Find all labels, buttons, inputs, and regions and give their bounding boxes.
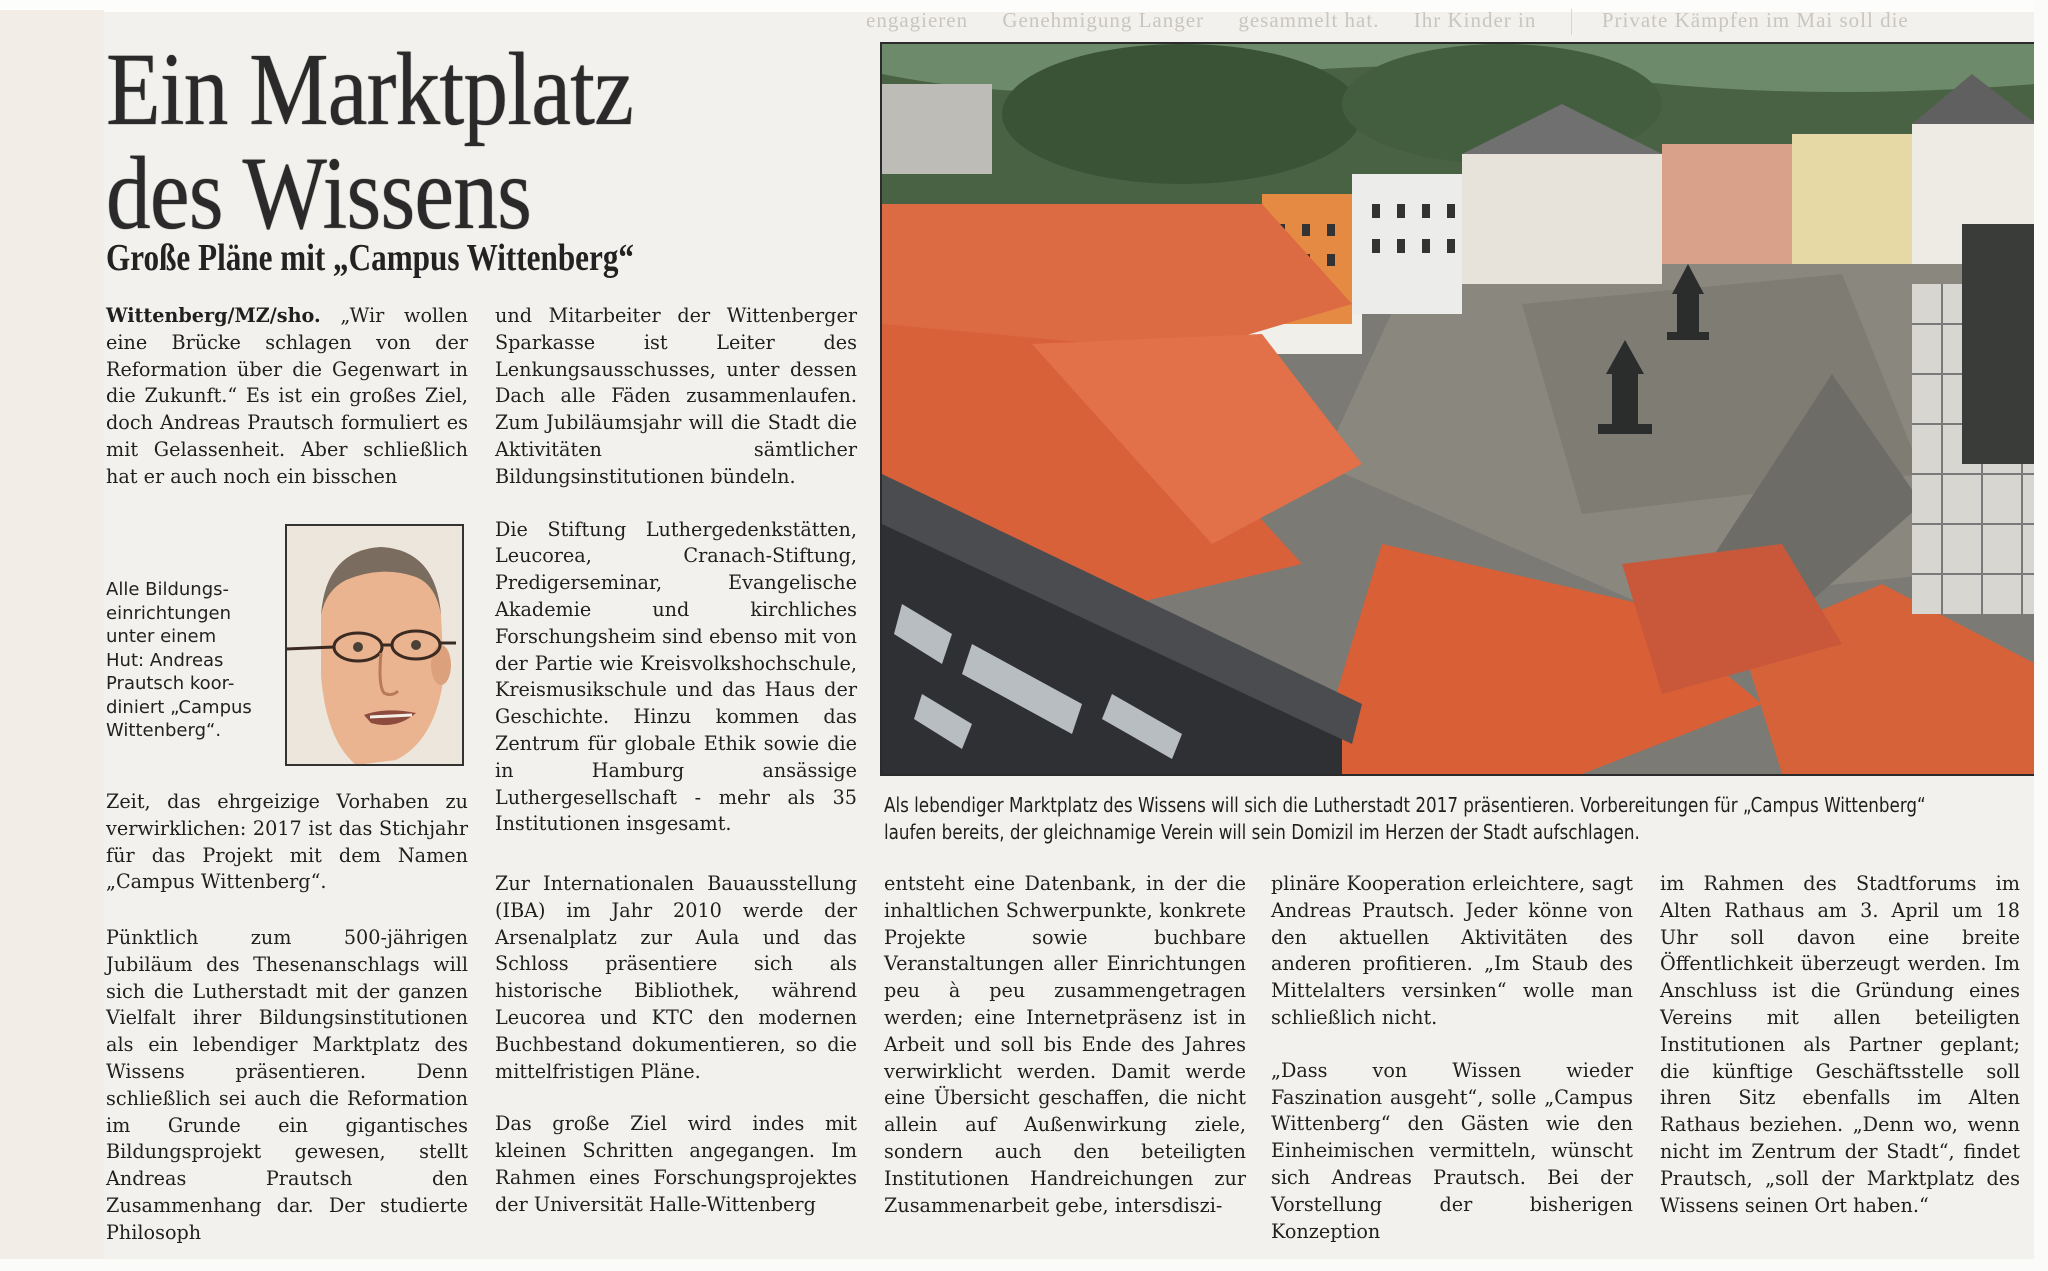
paragraph-text: Zur Internationalen Bauausstellung (IBA) im Jahr 2010 werde der Arsenalplatz zur Aula und das Schloss präsentiere sich als historische Bibliothek, während Leucorea und KTC den modernen Buchbestand dokumentieren, so die mittelfristigen Pläne.: [495, 872, 857, 1083]
portrait-photo: [285, 524, 464, 766]
caption-line: unter einem: [106, 626, 217, 647]
caption-line: Wittenberg“.: [106, 720, 222, 741]
scan-right-edge: [2034, 0, 2048, 1271]
ghost-word: Genehmigung Langer: [1002, 8, 1205, 32]
paragraph-gap: [495, 1085, 857, 1111]
column-1-top: [106, 303, 468, 491]
column-1-bottom: [106, 925, 468, 1247]
dateline: Wittenberg/MZ/sho.: [106, 304, 321, 327]
ghost-word: Private Kämpfen im Mai soll die: [1601, 8, 1909, 32]
caption-line: Prautsch koor-: [106, 673, 235, 694]
photo-caption: Als lebendiger Marktplatz des Wissens will sich die Lutherstadt 2017 präsentieren. Vorbereitungen für „Campus Wittenberg“ laufen bereits, der gleichnamige Verein will sein Domizil im Herzen der Stadt aufschlagen.: [884, 793, 1926, 844]
column-2-top: [495, 303, 857, 838]
market-square-photo: [880, 42, 2038, 776]
paragraph-text: plinäre Kooperation erleichtere, sagt Andreas Prautsch. Jeder könne von den aktuellen Aktivitäten des anderen profitieren. „Im Staub des Mittelalters versinken“ wolle man schließlich nicht.: [1271, 872, 1633, 1029]
bleed-through-text: [866, 8, 2032, 36]
paragraph-text: Die Stiftung Luthergedenkstätten, Leucorea, Cranach-Stiftung, Predigerseminar, Evangelische Akademie und kirchliches Forschungsheim sind ebenso mit von der Partie wie Kreisvolkshochschule, Kreismusikschule und das Haus der Geschichte. Hinzu kommen das Zentrum für globale Ethik sowie die in Hamburg ansässige Luthergesellschaft - mehr als 35 Institutionen insgesamt.: [495, 517, 857, 836]
article-headline: [106, 32, 760, 251]
aerial-photo-image: [882, 44, 2036, 774]
paragraph-text: entsteht eine Datenbank, in der die inhaltlichen Schwerpunkte, konkrete Projekte sowie buchbare Veranstaltungen aller Einrichtungen peu à peu zusammengetragen werden; eine Internetpräsenz ist in Arbeit und soll bis Ende des Jahres verwirklicht werden. Damit werde eine Übersicht geschaffen, die nicht allein auf Außenwirkung ziele, sondern auch den beteiligten Institutionen Handreichungen zur Zusammenarbeit gebe, intersdiszi-: [884, 872, 1246, 1217]
paragraph-text: Zeit, das ehrgeizige Vorhaben zu verwirklichen: 2017 ist das Stichjahr für das Projekt mit dem Namen „Campus Wittenberg“.: [106, 790, 468, 894]
scan-left-margin: [0, 10, 104, 1271]
caption-line: Hut: Andreas: [106, 649, 224, 671]
paragraph-gap: [1271, 1032, 1633, 1058]
portrait-image: [286, 525, 463, 765]
column-5: [1660, 871, 2020, 1219]
paragraph-text: im Rahmen des Stadtforums im Alten Rathaus am 3. April um 18 Uhr soll davon eine breite Öffentlichkeit überzeugt werden. Im Anschluss ist die Gründung eines Vereins mit allen beteiligten Institutionen als Partner geplant; die künftige Geschäftsstelle soll ihren Sitz ebenfalls im Alten Rathaus beziehen. „Denn wo, wenn nicht im Zentrum der Stadt“, findet Prautsch, „soll der Marktplatz des Wissens seinen Ort haben.“: [1660, 872, 2020, 1217]
paragraph-gap: [495, 491, 857, 517]
paragraph-text: und Mitarbeiter der Wittenberger Sparkasse ist Leiter des Lenkungsausschusses, unter dessen Dach alle Fäden zusammenlaufen. Zum Jubiläumsjahr will die Stadt die Aktivitäten sämtlicher Bildungsinstitutionen bündeln.: [495, 304, 857, 488]
lead-paragraph: [106, 303, 468, 491]
caption-line: Alle Bildungs-: [106, 579, 230, 600]
paragraph-text: „Dass von Wissen wieder Faszination ausgeht“, solle „Campus Wittenberg“ den Gästen wie den Einheimischen vermitteln, wünscht sich Andreas Prautsch. Bei der Vorstellung der bisherigen Konzeption: [1271, 1058, 1633, 1243]
caption-line: einrichtungen: [106, 602, 231, 624]
paragraph-text: Pünktlich zum 500-jährigen Jubiläum des Thesenanschlags will sich die Lutherstadt mit der ganzen Vielfalt ihrer Bildungsinstitutionen als ein lebendiger Marktplatz des Wissens präsentieren. Denn schließlich sei auch die Reformation im Grunde ein gigantisches Bildungsprojekt gewesen, stellt Andreas Prautsch den Zusammenhang dar. Der studierte Philosoph: [106, 926, 468, 1244]
paragraph-text: „Wir wollen eine Brücke schlagen von der Reformation über die Gegenwart in die Zukunft.“ Es ist ein großes Ziel, doch Andreas Prautsch formuliert es mit Gelassenheit. Aber schließlich hat er auch noch ein bisschen: [106, 304, 468, 488]
scan-bottom-edge: [0, 1259, 2048, 1271]
column-3: [884, 871, 1246, 1219]
column-2-bottom: [495, 871, 857, 1219]
ghost-word: engagieren: [866, 8, 969, 32]
column-1-middle: [106, 789, 468, 896]
ghost-word: Ihr Kinder in: [1413, 8, 1537, 32]
headline-line-2: des Wissens: [106, 136, 532, 251]
column-rule: [1571, 9, 1572, 35]
column-4: [1271, 871, 1633, 1245]
article-subheadline: Große Pläne mit „Campus Wittenberg“: [106, 237, 634, 279]
caption-line: diniert „Campus: [106, 696, 252, 718]
headline-line-1: Ein Marktplatz: [106, 32, 633, 147]
portrait-caption: [106, 578, 286, 743]
paragraph-text: Das große Ziel wird indes mit kleinen Schritten angegangen. Im Rahmen eines Forschungsprojektes der Universität Halle-Wittenberg: [495, 1112, 857, 1216]
ghost-word: gesammelt hat.: [1238, 8, 1380, 32]
